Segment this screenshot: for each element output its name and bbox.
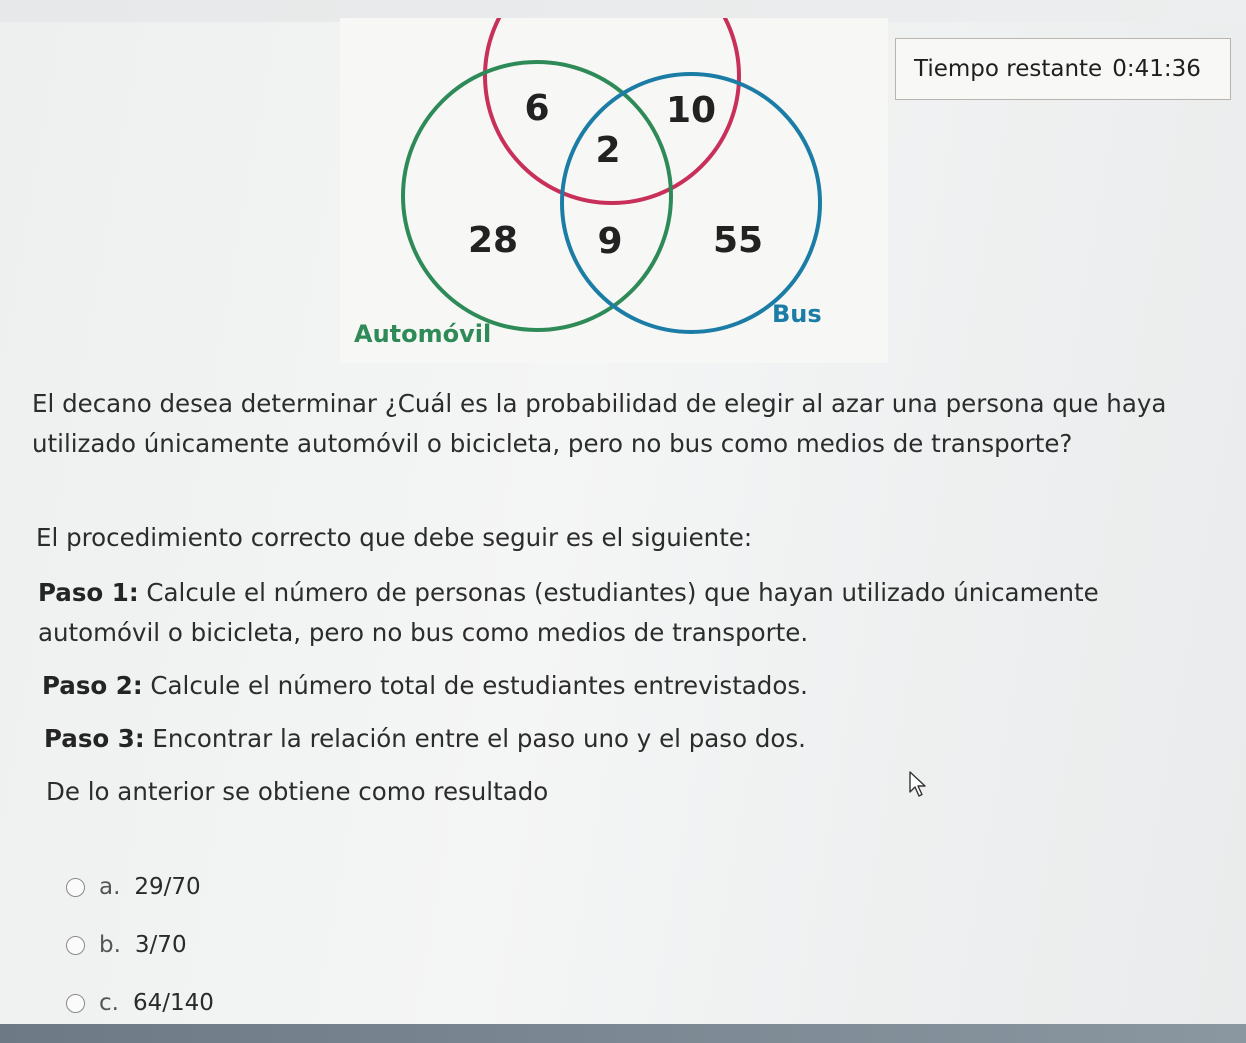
- step-1-label: Paso 1:: [38, 578, 139, 607]
- radio-button-b[interactable]: [66, 936, 85, 955]
- region-top-only: 6: [524, 88, 550, 129]
- timer-value: 0:41:36: [1112, 56, 1201, 82]
- result-intro: De lo anterior se obtiene como resultado: [46, 777, 549, 806]
- bus-label: Bus: [772, 300, 822, 328]
- radio-button-a[interactable]: [66, 878, 85, 897]
- question-text: El decano desea determinar ¿Cuál es la probabilidad de elegir al azar una persona que haya utilizado únicamente automóvil o bicicleta, pero no bus como medios de transporte?: [32, 389, 1167, 458]
- region-auto-only: 28: [467, 220, 519, 261]
- timer-label: Tiempo restante: [914, 56, 1103, 82]
- option-a-value: 29/70: [134, 874, 201, 900]
- step-1: [38, 573, 1148, 653]
- step-3-text: Encontrar la relación entre el paso uno y el paso dos.: [144, 724, 806, 753]
- region-center: 2: [595, 130, 621, 171]
- option-b-letter: b.: [99, 932, 121, 958]
- region-bus-only: 55: [712, 220, 764, 261]
- venn-diagram: [340, 18, 888, 363]
- option-a-letter: a.: [99, 874, 121, 900]
- automovil-label: Automóvil: [354, 320, 492, 348]
- mouse-cursor-icon: [908, 770, 932, 800]
- option-a[interactable]: [66, 858, 214, 916]
- timer-box: [895, 38, 1231, 100]
- step-2-label: Paso 2:: [42, 671, 143, 700]
- answer-options: [66, 858, 214, 1032]
- option-c-letter: c.: [99, 990, 119, 1016]
- radio-button-c[interactable]: [66, 994, 85, 1013]
- procedure-intro: El procedimiento correcto que debe seguir es el siguiente:: [36, 523, 753, 552]
- option-b[interactable]: [66, 916, 214, 974]
- step-2: [42, 666, 808, 706]
- bottom-bar: [0, 1024, 1246, 1043]
- option-b-value: 3/70: [134, 932, 187, 958]
- step-1-text: Calcule el número de personas (estudiantes) que hayan utilizado únicamente automóvil o bicicleta, pero no bus como medios de transporte.: [38, 578, 1099, 647]
- step-3-label: Paso 3:: [44, 724, 145, 753]
- region-top-bus: 10: [665, 90, 717, 131]
- step-2-text: Calcule el número total de estudiantes entrevistados.: [142, 671, 808, 700]
- option-c-value: 64/140: [132, 990, 214, 1016]
- venn-svg: [340, 18, 888, 363]
- step-3: [44, 719, 806, 759]
- region-auto-bus: 9: [597, 221, 623, 262]
